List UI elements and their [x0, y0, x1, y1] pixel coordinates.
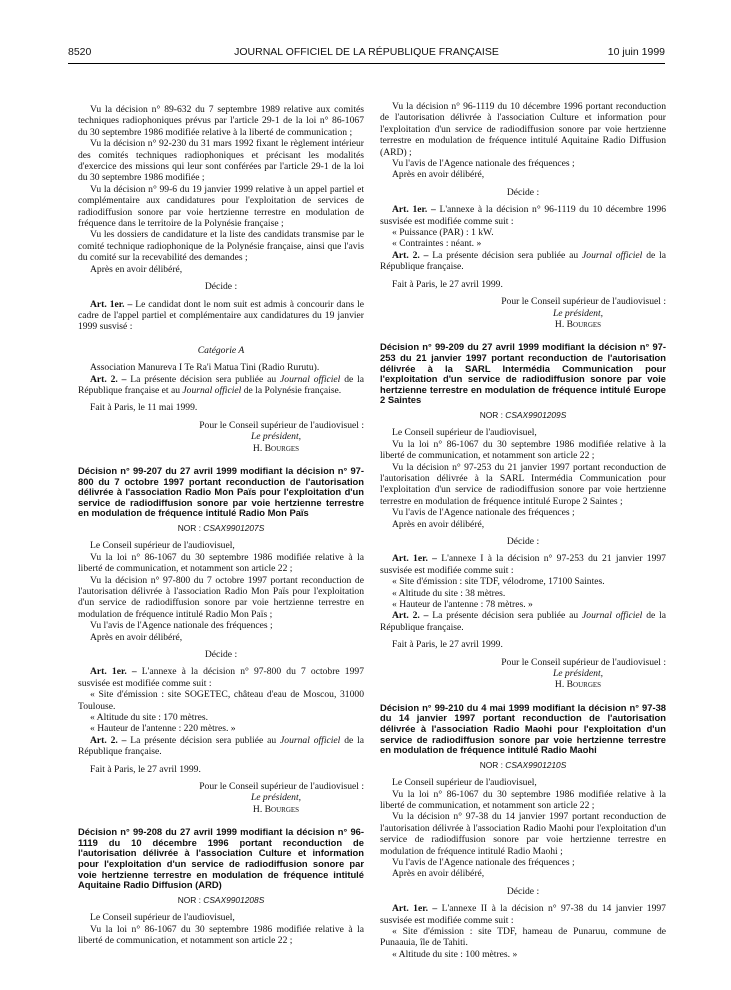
decide-heading: Décide :: [204, 649, 238, 660]
article-label: Art. 1er. –: [392, 204, 436, 216]
article-text: La présente décision sera publiée au: [432, 249, 583, 261]
fait-line: Fait à Paris, le 27 avril 1999.: [392, 278, 503, 290]
article-2: [380, 250, 666, 273]
article-text: La présente décision sera publiée au: [130, 734, 281, 746]
article-2: [380, 610, 666, 633]
signature-name: H. Bourges: [252, 803, 300, 815]
paragraph: Vu la loi n° 86-1067 du 30 septembre 1986 modifiée relative à la liberté de communication, et notamment son article 22 ;: [380, 438, 666, 462]
paragraph: Vu l'avis de l'Agence nationale des fréquences ;: [90, 620, 273, 632]
signature-name: H. Bourges: [554, 679, 602, 691]
decision-title: Décision n° 99-208 du 27 avril 1999 modifiant la décision n° 96-1119 du 10 décembre 1996 portant reconduction de l'autorisation délivrée à l'association Culture et information pour l'exploitation d'un service de radiodiffusion sonore par voie hertzienne terrestre en modulation de fréquence intitulé Aquitaine Radio Diffusion (ARD): [78, 826, 364, 891]
header-rule: [68, 63, 665, 64]
article-text: L'annexe II à la décision n° 97-38 du 14 janvier 1997 susvisée est modifiée comme suit :: [380, 903, 666, 926]
article-label: Art. 2. –: [392, 610, 429, 622]
nor-code: CSAX9901208S: [203, 894, 265, 905]
paragraph: Vu la décision n° 99-6 du 19 janvier 1999 relative à un appel partiel et complémentaire aux candidatures pour l'exploitation de services de radiodiffusion sonore par voie hertzienne terrestre en modulation de fréquence dans le territoire de la Polynésie française ;: [78, 183, 364, 230]
article-text: L'annexe I à la décision n° 97-253 du 21 janvier 1997 susvisée est modifiée comme suit :: [380, 553, 666, 576]
article-text: La présente décision sera publiée au: [432, 610, 583, 622]
journal-ref: Journal officiel: [280, 373, 341, 385]
paragraph: Vu la décision n° 89-632 du 7 septembre 1989 relative aux comités techniques radiophoniques prévus par l'article 29-1 de la loi n° 86-1067 du 30 septembre 1986 modifiée relative à la liberté de communication ;: [78, 104, 364, 138]
nor-reference: [380, 410, 666, 421]
nor-reference: [78, 523, 364, 534]
journal-ref: Journal officiel: [582, 249, 643, 261]
decision-title: Décision n° 99-210 du 4 mai 1999 modifiant la décision n° 97-38 du 14 janvier 1997 portant reconduction de l'autorisation délivrée à l'association Radio Maohi pour l'exploitation d'un service de radiodiffusion sonore par voie hertzienne terrestre en modulation de fréquence intitulé Radio Maohi: [380, 701, 666, 756]
list-item: « Hauteur de l'antenne : 78 mètres. »: [392, 598, 533, 610]
article-2: [78, 735, 364, 758]
decide-heading: Décide :: [506, 885, 540, 897]
journal-ref: Journal officiel: [280, 734, 341, 746]
paragraph: Vu la loi n° 86-1067 du 30 septembre 1986 modifiée relative à la liberté de communication, et notamment son article 22 ;: [380, 788, 666, 811]
decide-heading: Décide :: [506, 535, 540, 547]
article-1: [380, 903, 666, 926]
decision-title: Décision n° 99-209 du 27 avril 1999 modifiant la décision n° 97-253 du 21 janvier 1997 portant reconduction de l'autorisation délivrée à la SARL Intermédia Communication pour l'exploitation d'un service de radiodiffusion sonore par voie hertzienne terrestre en modulation de fréquence intitulé Europe 2 Saintes: [380, 341, 666, 406]
paragraph: Vu l'avis de l'Agence nationale des fréquences ;: [392, 158, 575, 170]
paragraph: Le Conseil supérieur de l'audiovisuel,: [392, 427, 537, 439]
association-name: Association Manureva I Te Ra'i Matua Tini (Radio Rurutu).: [90, 362, 320, 374]
signature-for: Pour le Conseil supérieur de l'audiovisuel :: [199, 419, 364, 431]
signature-role: Le président,: [250, 431, 302, 443]
list-item: « Altitude du site : 38 mètres.: [392, 587, 506, 599]
list-item: « Hauteur de l'antenne : 220 mètres. »: [90, 723, 236, 735]
issue-date: 10 juin 1999: [607, 46, 665, 58]
article-text: de la République française.: [380, 610, 666, 633]
journal-title: JOURNAL OFFICIEL DE LA RÉPUBLIQUE FRANÇAISE: [234, 46, 499, 58]
signature-role: Le président,: [552, 668, 604, 679]
left-column: [78, 104, 364, 946]
decide-heading: Décide :: [506, 186, 540, 198]
article-label: Art. 2. –: [90, 373, 127, 385]
paragraph: Après en avoir délibéré,: [392, 518, 485, 530]
article-text: L'annexe à la décision n° 97-800 du 7 octobre 1997 susvisée est modifiée comme suit :: [78, 666, 364, 689]
fait-line: Fait à Paris, le 27 avril 1999.: [392, 639, 503, 651]
article-1: [380, 204, 666, 227]
paragraph: Le Conseil supérieur de l'audiovisuel,: [90, 912, 235, 924]
journal-ref: Journal officiel: [182, 384, 242, 396]
paragraph: Vu la décision n° 97-800 du 7 octobre 1997 portant reconduction de l'autorisation délivrée à l'association Radio Mon Païs pour l'exploitation d'un service de radiodiffusion sonore par voie hertzienne terrestre en modulation de fréquence intitulé Radio Mon Païs ;: [78, 574, 364, 620]
nor-label: NOR :: [479, 759, 506, 770]
nor-label: NOR :: [177, 894, 204, 905]
list-item: « Altitude du site : 170 mètres.: [90, 712, 209, 724]
nor-reference: [380, 760, 666, 771]
paragraph: Vu l'avis de l'Agence nationale des fréquences ;: [392, 507, 575, 519]
article-1: [78, 666, 364, 689]
paragraph: Vu les dossiers de candidature et la liste des candidats transmise par le comité technique radiophonique de la Polynésie française, ainsi que l'avis du comité sur la recevabilité des demandes ;: [78, 229, 364, 264]
category-heading: Catégorie A: [197, 344, 245, 356]
article-label: Art. 1er. –: [90, 666, 137, 678]
article-label: Art. 2. –: [392, 249, 429, 261]
article-text: de la Polynésie française.: [241, 384, 342, 396]
paragraph: Vu la décision n° 97-38 du 14 janvier 1997 portant reconduction de l'autorisation délivrée à l'association Radio Maohi pour l'exploitation d'un service de radiodiffusion sonore par voie hertzienne terrestre en modulation de fréquence intitulé Radio Maohi ;: [380, 811, 666, 857]
signature-name: H. Bourges: [252, 442, 300, 454]
right-column: [380, 101, 666, 960]
signature-name: H. Bourges: [554, 318, 602, 330]
signature-for: Pour le Conseil supérieur de l'audiovisuel :: [199, 781, 364, 793]
paragraph: Le Conseil supérieur de l'audiovisuel,: [90, 540, 235, 552]
paragraph: Vu la décision n° 96-1119 du 10 décembre 1996 portant reconduction de l'autorisation délivrée à l'association Culture et information pour l'exploitation d'un service de radiodiffusion sonore par voie hertzienne terrestre en modulation de fréquence intitulé Aquitaine Radio Diffusion (ARD) ;: [380, 101, 666, 158]
article-label: Art. 1er. –: [392, 903, 438, 915]
nor-reference: [78, 895, 364, 906]
paragraph: Vu la décision n° 92-230 du 31 mars 1992 fixant le règlement intérieur des comités techniques radiophoniques et précisant les modalités d'exercice des missions qui leur sont conférées par l'article 29-1 de la loi du 30 septembre 1986 modifiée ;: [78, 138, 364, 184]
page-header: [68, 46, 665, 62]
article-text: La présente décision sera publiée au: [130, 373, 281, 385]
list-item: « Site d'émission : site SOGETEC, château d'eau de Moscou, 31000 Toulouse.: [78, 689, 364, 712]
nor-code: CSAX9901210S: [505, 759, 567, 770]
nor-label: NOR :: [177, 522, 204, 533]
list-item: « Contraintes : néant. »: [392, 238, 482, 250]
article-label: Art. 1er. –: [392, 553, 437, 565]
article-text: de la République française.: [380, 249, 666, 273]
paragraph: Vu la décision n° 97-253 du 21 janvier 1997 portant reconduction de l'autorisation délivrée à la SARL Intermédia Communication pour l'exploitation d'un service de radiodiffusion sonore par voie hertzienne terrestre en modulation de fréquence intitulé Europe 2 Saintes ;: [380, 461, 666, 507]
nor-label: NOR :: [479, 409, 506, 420]
article-text: L'annexe à la décision n° 96-1119 du 10 décembre 1996 susvisée est modifiée comme suit :: [380, 204, 666, 227]
paragraph: Vu la loi n° 86-1067 du 30 septembre 1986 modifiée relative à la liberté de communication, et notamment son article 22 ;: [78, 551, 364, 575]
article-text: de la République française.: [78, 734, 364, 758]
decide-heading: Décide :: [204, 281, 238, 293]
article-1: [78, 299, 364, 333]
fait-line: Fait à Paris, le 11 mai 1999.: [90, 402, 198, 414]
article-2: [78, 374, 364, 397]
paragraph: Après en avoir délibéré,: [90, 263, 183, 275]
paragraph: Après en avoir délibéré,: [392, 169, 485, 181]
article-1: [380, 553, 666, 576]
article-label: Art. 1er. –: [90, 298, 133, 310]
article-text: de la République française et au: [78, 373, 364, 396]
signature-role: Le président,: [250, 792, 302, 804]
nor-code: CSAX9901209S: [505, 409, 567, 420]
paragraph: Vu l'avis de l'Agence nationale des fréquences ;: [392, 857, 575, 869]
nor-code: CSAX9901207S: [203, 522, 265, 533]
signature-for: Pour le Conseil supérieur de l'audiovisuel :: [501, 296, 666, 308]
fait-line: Fait à Paris, le 27 avril 1999.: [90, 763, 201, 775]
signature-for: Pour le Conseil supérieur de l'audiovisuel :: [501, 656, 666, 668]
list-item: « Puissance (PAR) : 1 kW.: [392, 227, 494, 239]
paragraph: Après en avoir délibéré,: [392, 868, 485, 880]
paragraph: Après en avoir délibéré,: [90, 631, 183, 643]
signature-role: Le président,: [552, 307, 604, 319]
paragraph: Le Conseil supérieur de l'audiovisuel,: [392, 777, 537, 789]
list-item: « Site d'émission : site TDF, hameau de Punaruu, commune de Punaauia, île de Tahiti.: [380, 926, 666, 949]
list-item: « Site d'émission : site TDF, vélodrome, 17100 Saintes.: [392, 576, 605, 588]
journal-ref: Journal officiel: [582, 610, 643, 622]
list-item: « Altitude du site : 100 mètres. »: [392, 948, 518, 960]
article-label: Art. 2. –: [90, 734, 127, 746]
page-number: 8520: [68, 46, 92, 58]
article-text: Le candidat dont le nom suit est admis à concourir dans le cadre de l'appel partiel et complémentaire aux candidatures du 19 janvier 1999 susvisé :: [78, 298, 364, 333]
paragraph: Vu la loi n° 86-1067 du 30 septembre 1986 modifiée relative à la liberté de communication, et notamment son article 22 ;: [78, 923, 364, 947]
decision-title: Décision n° 99-207 du 27 avril 1999 modifiant la décision n° 97-800 du 7 octobre 1997 portant reconduction de l'autorisation délivrée à l'association Radio Mon Païs pour l'exploitation d'un service de radiodiffusion sonore par voie hertzienne terrestre en modulation de fréquence intitulé Radio Mon Païs: [78, 464, 364, 519]
